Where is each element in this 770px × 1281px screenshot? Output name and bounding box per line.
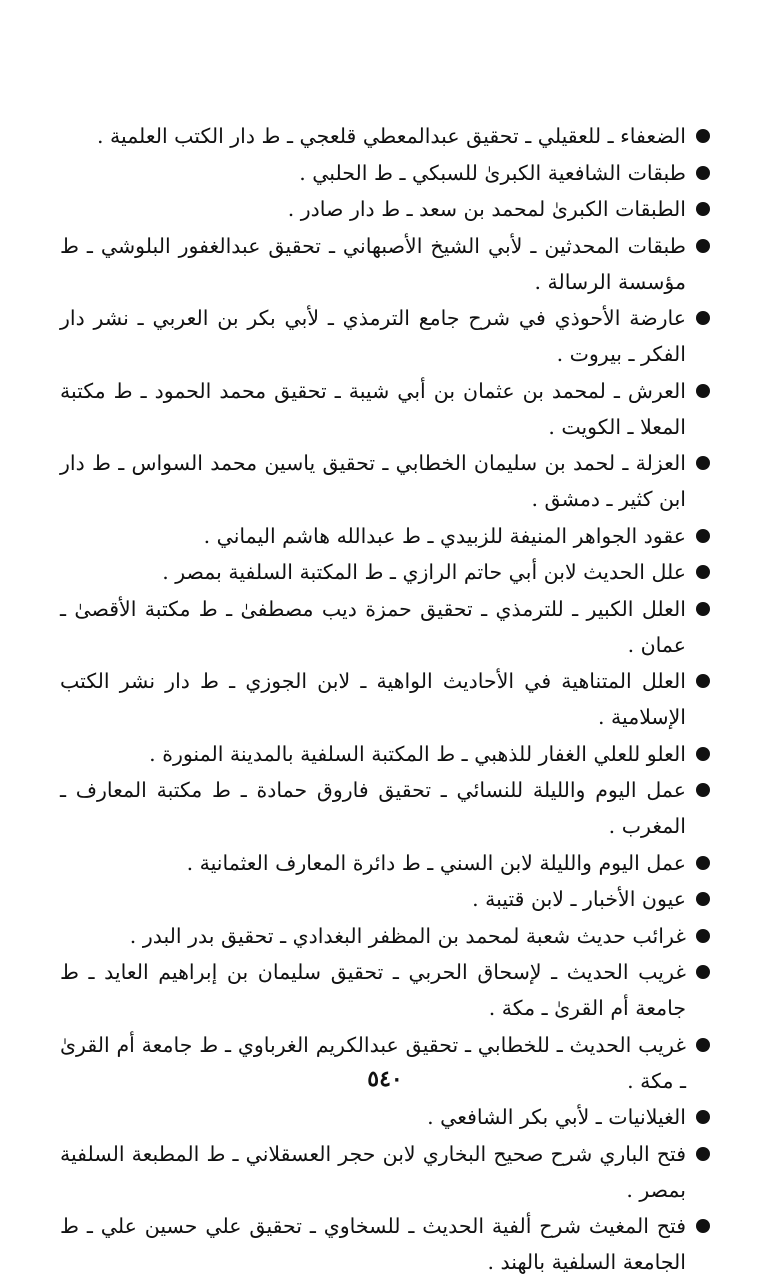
entry-text: العلل الكبير ـ للترمذي ـ تحقيق حمزة ديب مصطفىٰ ـ ط مكتبة الأقصىٰ ـ عمان . [60,596,686,657]
bibliography-entry [60,300,710,372]
bullet-icon [696,202,710,216]
bullet-icon [696,1110,710,1124]
entry-text: غريب الحديث ـ للخطابي ـ تحقيق عبدالكريم الغرباوي ـ ط جامعة أم القرىٰ ـ مكة . [60,1032,686,1093]
bibliography-entry [60,191,710,227]
bullet-icon [696,529,710,543]
bibliography-entry [60,1136,710,1208]
bullet-icon [696,565,710,579]
entry-text: الضعفاء ـ للعقيلي ـ تحقيق عبدالمعطي قلعجي ـ ط دار الكتب العلمية . [96,124,686,148]
bibliography-entry [60,591,710,663]
bullet-icon [696,674,710,688]
bullet-icon [696,166,710,180]
page-number: ٥٤٠ [367,1066,403,1092]
bullet-icon [696,1219,710,1233]
bibliography-entry [60,663,710,735]
entry-text: العزلة ـ لحمد بن سليمان الخطابي ـ تحقيق ياسين محمد السواس ـ ط دار ابن كثير ـ دمشق . [60,451,686,511]
entry-text: عمل اليوم والليلة للنسائي ـ تحقيق فاروق حمادة ـ ط مكتبة المعارف ـ المغرب . [60,778,686,838]
entry-text: عارضة الأحوذي في شرح جامع الترمذي ـ لأبي بكر بن العربي ـ نشر دار الفكر ـ بيروت . [60,306,686,366]
bibliography-entry [60,845,710,881]
bibliography-entry [60,736,710,772]
entry-text: فتح الباري شرح صحيح البخاري لابن حجر العسقلاني ـ ط المطبعة السلفية بمصر . [60,1141,686,1202]
entry-text: علل الحديث لابن أبي حاتم الرازي ـ ط المكتبة السلفية بمصر . [162,560,686,584]
entry-text: طبقات المحدثين ـ لأبي الشيخ الأصبهاني ـ تحقيق عبدالغفور البلوشي ـ ط مؤسسة الرسالة . [60,233,686,294]
entry-text: غريب الحديث ـ لإسحاق الحربي ـ تحقيق سليمان بن إبراهيم العايد ـ ط جامعة أم القرىٰ ـ مكة . [60,960,686,1020]
bibliography-entry [60,228,710,300]
bibliography-entry [60,1099,710,1135]
entry-text: عيون الأخبار ـ لابن قتيبة . [472,887,686,911]
entry-text: العرش ـ لمحمد بن عثمان بن أبي شيبة ـ تحقيق محمد الحمود ـ ط مكتبة المعلا ـ الكويت . [60,378,686,439]
bullet-icon [696,783,710,797]
entry-text: الطبقات الكبرىٰ لمحمد بن سعد ـ ط دار صادر . [287,197,686,221]
bullet-icon [696,456,710,470]
bibliography-entry [60,554,710,590]
bibliography-entry [60,373,710,445]
bibliography-entry [60,772,710,844]
entry-text: العلو للعلي الغفار للذهبي ـ ط المكتبة السلفية بالمدينة المنورة . [149,741,686,766]
entry-text: عقود الجواهر المنيفة للزبيدي ـ ط عبدالله هاشم اليماني . [203,523,686,548]
entry-text: فتح المغيث شرح ألفية الحديث ـ للسخاوي ـ تحقيق علي حسين علي ـ ط الجامعة السلفية بالهند . [60,1214,686,1274]
entry-text: عمل اليوم والليلة لابن السني ـ ط دائرة المعارف العثمانية . [186,850,686,875]
bullet-icon [696,965,710,979]
bibliography-entry [60,881,710,917]
entry-text: طبقات الشافعية الكبرىٰ للسبكي ـ ط الحلبي . [299,160,686,185]
bullet-icon [696,929,710,943]
bibliography-entry [60,445,710,517]
bullet-icon [696,384,710,398]
bullet-icon [696,892,710,906]
bibliography-entry [60,918,710,954]
entry-text: العلل المتناهية في الأحاديث الواهية ـ لابن الجوزي ـ ط دار نشر الكتب الإسلامية . [60,669,686,729]
bibliography-entry [60,954,710,1026]
bullet-icon [696,1147,710,1161]
bullet-icon [696,1038,710,1052]
bullet-icon [696,856,710,870]
entry-text: الغيلانيات ـ لأبي بكر الشافعي . [427,1105,686,1129]
bullet-icon [696,129,710,143]
bullet-icon [696,311,710,325]
entry-text: غرائب حديث شعبة لمحمد بن المظفر البغدادي ـ تحقيق بدر البدر . [129,923,686,948]
bibliography-entry [60,518,710,554]
bullet-icon [696,239,710,253]
bibliography-list [60,118,710,1281]
bibliography-entry [60,118,710,154]
bullet-icon [696,602,710,616]
bibliography-entry [60,155,710,191]
bullet-icon [696,747,710,761]
bibliography-entry [60,1208,710,1280]
